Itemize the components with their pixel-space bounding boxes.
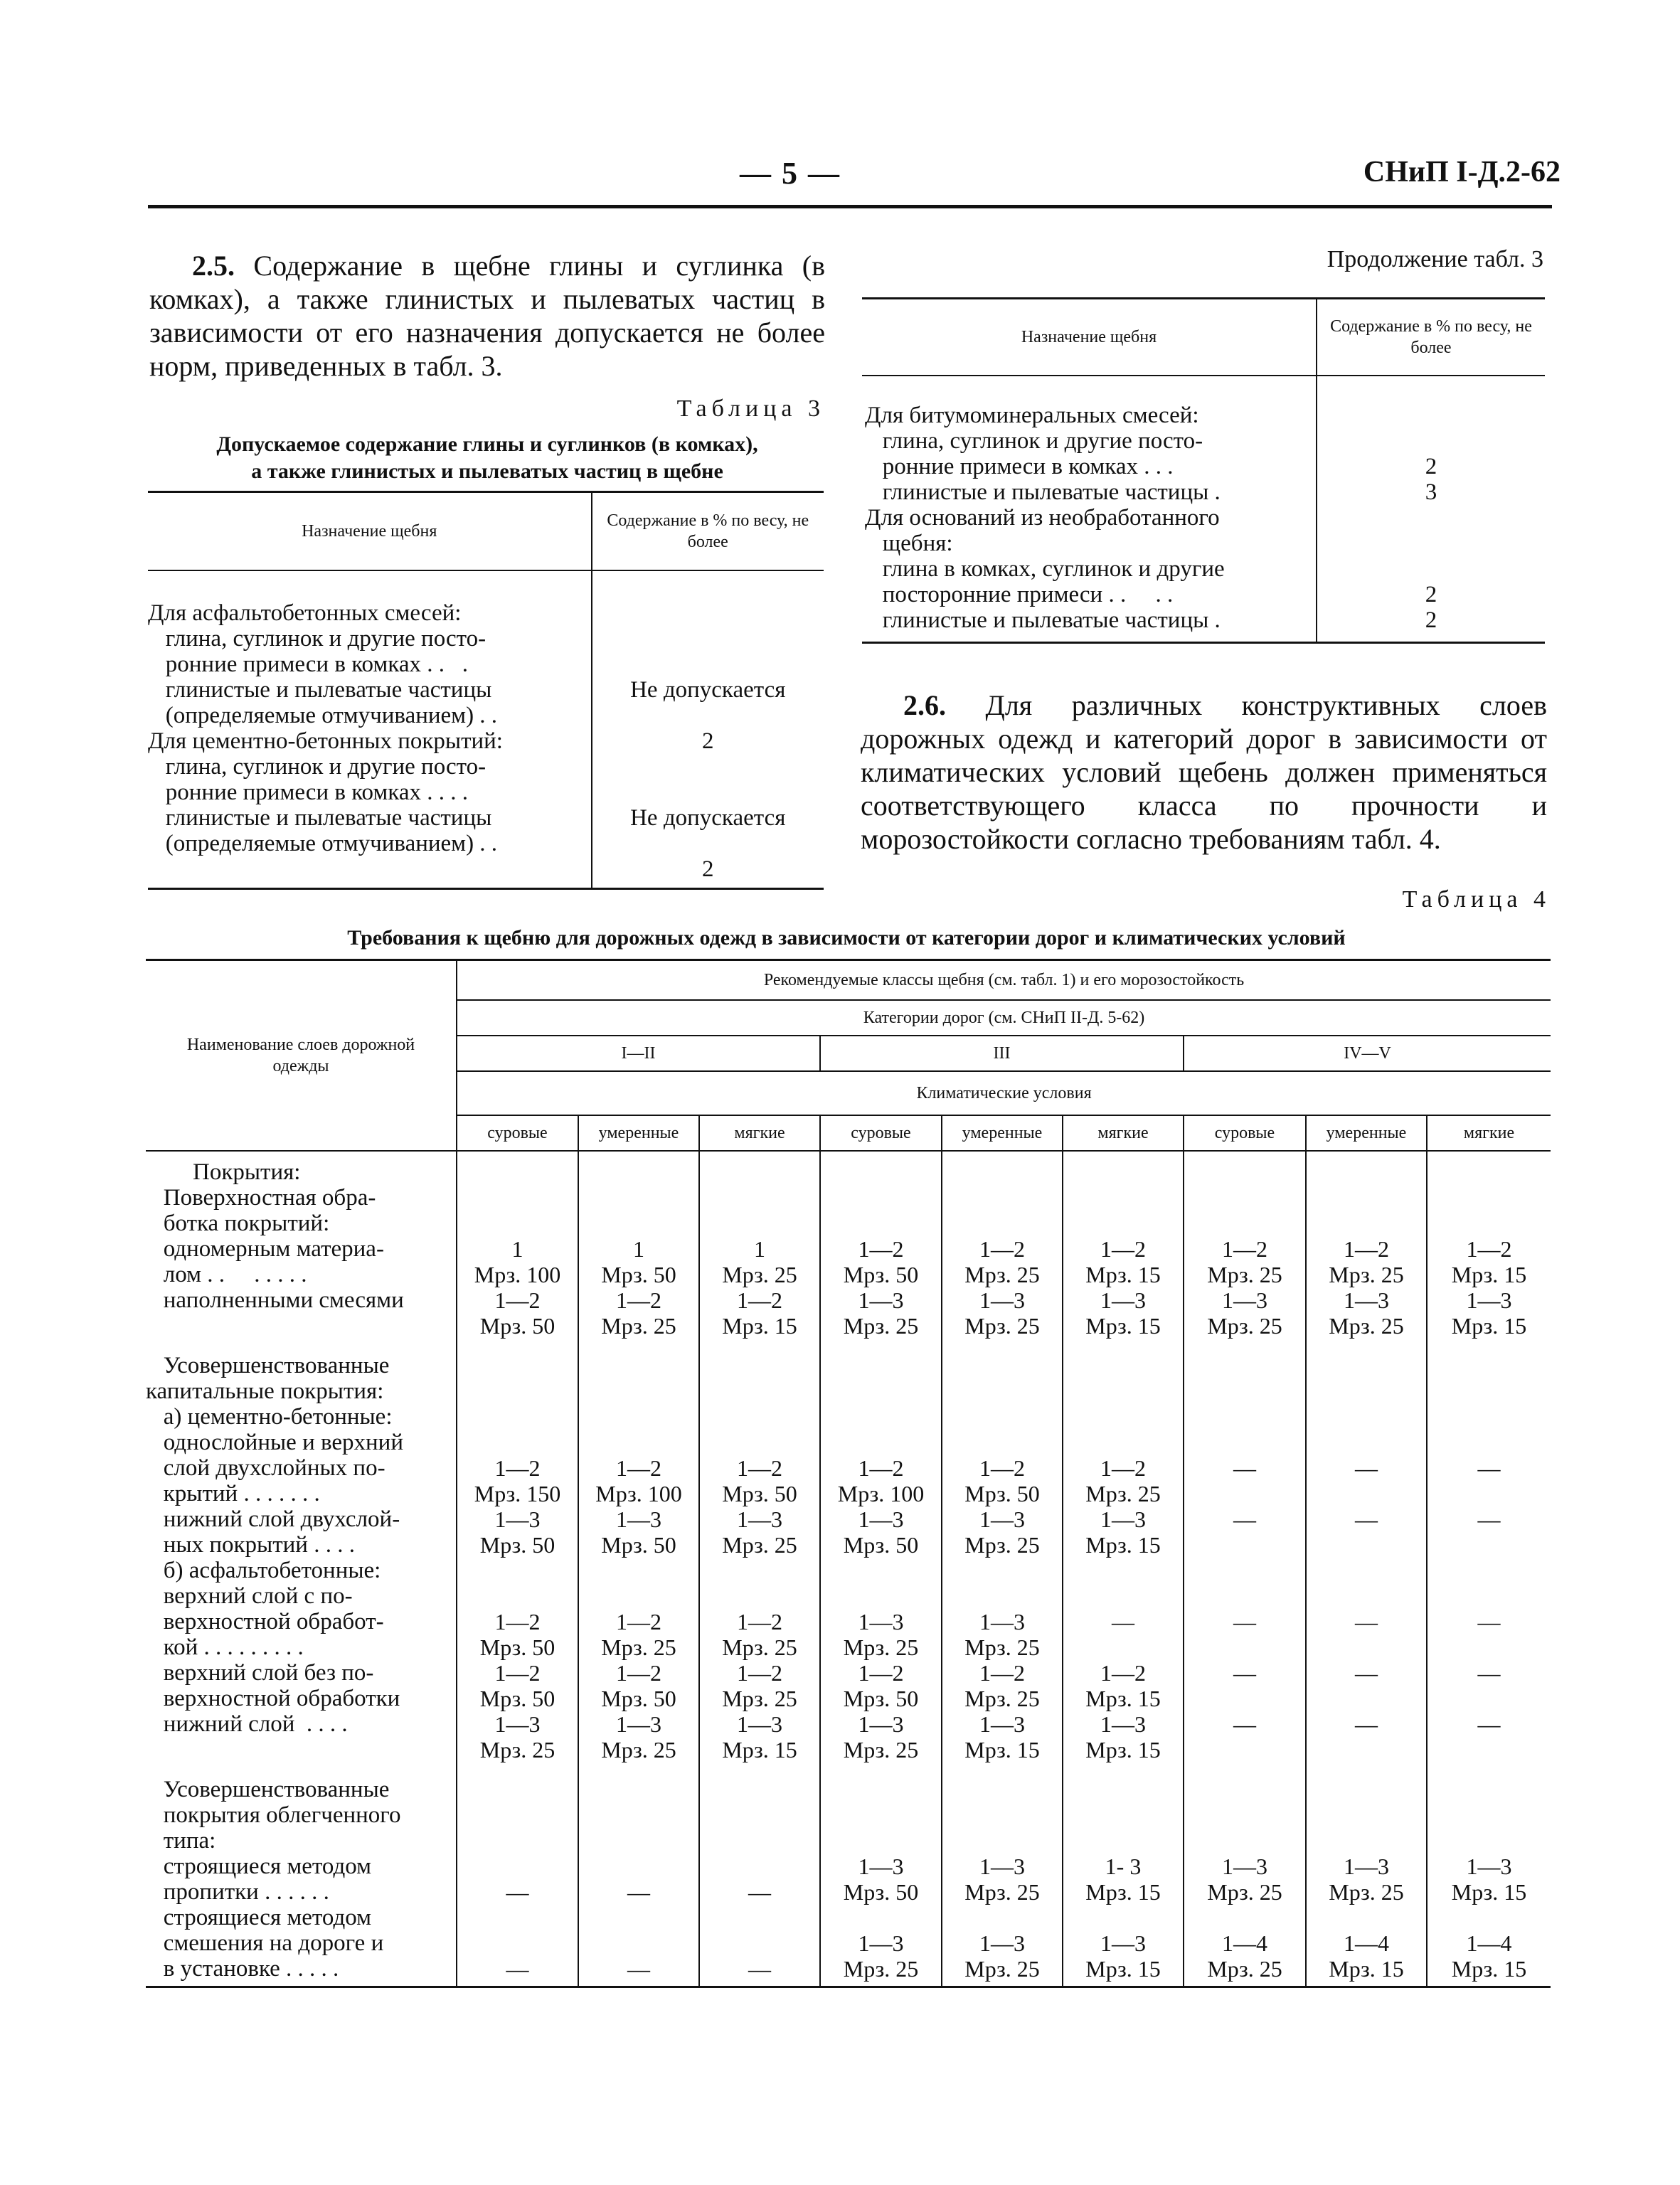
table-4-section-surfacing [146,1159,1551,1339]
value-column: 1—2 Мрз. 150 1—3 Мрз. 50 1—2 Мрз. 50 1—2 Мрз. 50 1—3 Мрз. 25 [457,1339,578,1763]
value-column: 1—2 Мрз. 25 1—3 Мрз. 25 [1306,1159,1427,1339]
table-4-category-4-5: IV—V [1184,1036,1551,1071]
value-column: — — — — — [1184,1339,1306,1763]
value-column: — — — — — [1306,1339,1427,1763]
value-column: 1—2 Мрз. 50 1—3 Мрз. 25 1—3 Мрз. 25 1—2 Мрз. 25 1—3 Мрз. 15 [942,1339,1063,1763]
table-4-label: Таблица 4 [1402,886,1551,913]
table-4 [146,959,1551,1988]
value-column: 1—3 Мрз. 25 1—3 Мрз. 25 [942,1763,1063,1987]
table-3-title [142,431,832,485]
table-4-head-classes: Рекомендуемые классы щебня (см. табл. 1) и его морозостойкость [457,960,1551,1000]
value-column: 1—3 Мрз. 15 1—4 Мрз. 15 [1451,1853,1527,1982]
climate-header: умеренные [1306,1115,1427,1151]
header-rule [148,205,1552,208]
table-3-col-content: Содержание в % по весу, не более [607,511,809,551]
value-column: 1—2 Мрз. 25 1—3 Мрз. 25 [1184,1159,1306,1339]
value-column: 1 Мрз. 25 1—2 Мрз. 15 [699,1159,820,1339]
value-column: 1—2 Мрз. 100 1—3 Мрз. 50 1—3 Мрз. 25 1—2 Мрз. 50 1—3 Мрз. 25 [820,1339,942,1763]
paragraph-text: Для различных конструктивных слоев дорожных одежд и категорий дорог в зависимости от климатических условий щебень должен применяться соответствующего класса по прочности и морозостойкости согласно требованиям табл. 4. [861,689,1547,855]
paragraph-number: 2.6. [903,689,946,721]
paragraph-text: Содержание в щебне глины и суглинка (в комках), а также глинистых и пылеватых частиц в зависимости от его назначения допускается не более норм, приведенных в табл. 3. [149,250,825,382]
value-column: — — — — — [1477,1455,1501,1737]
paragraph-2-6 [861,689,1547,856]
value-column: 1—3 Мрз. 50 1—3 Мрз. 25 [820,1763,942,1987]
paragraph-2-5 [149,249,825,383]
climate-header: мягкие [1427,1115,1551,1151]
table-3 [148,491,824,890]
table-3-purposes: Для асфальтобетонных смесей: глина, суглинок и другие посто- ронние примеси в комках . . . глинистые и пылеватые частицы (определяемые отмучиванием) . . Для цементно-бетонных покрытий: глина, суглинок и другие посто- ронние примеси в комках . . . . глинистые и пылеватые частицы (определяемые отмучиванием) . . [148,579,592,889]
page-number: — 5 — [740,156,841,191]
table-3c-col-content: Содержание в % по весу, не более [1330,317,1532,357]
table-4-section-capital [146,1339,1551,1763]
table-4-category-3: III [820,1036,1184,1071]
value-column: 1—2 Мрз. 100 1—3 Мрз. 50 1—2 Мрз. 25 1—2 Мрз. 50 1—3 Мрз. 25 [578,1339,699,1763]
climate-header: умеренные [578,1115,699,1151]
section-labels: Покрытия: Поверхностная обра- ботка покрытий: одномерным материа- лом . . . . . . . наполненными смесями [146,1159,457,1339]
table-3-title-line-1: Допускаемое содержание глины и суглинков (в комках), [216,432,758,456]
value-column: 1 Мрз. 100 1—2 Мрз. 50 [457,1159,578,1339]
climate-header: суровые [820,1115,942,1151]
section-labels: Усовершенствованные капитальные покрытия: а) цементно-бетонные: однослойные и верхний слой двухслойных по- крытий . . . . . . . нижний слой двухслой- ных покрытий . . . . б) асфальтобетонные: верхний слой с по- верхностной обработ- кой . . . . . . . . . верхний слой без по- верхностной обработки нижний слой . . . . [146,1339,457,1763]
table-3-continuation-label: Продолжение табл. 3 [1327,246,1543,272]
climate-header: умеренные [942,1115,1063,1151]
value-column: 1—2 Мрз. 50 1—3 Мрз. 25 1—2 Мрз. 25 1—2 Мрз. 25 1—3 Мрз. 15 [699,1339,820,1763]
table-4-category-1-2: I—II [457,1036,820,1071]
table-3-values: Не допускается 2 Не допускается 2 [630,676,786,882]
table-3-continuation [862,297,1545,644]
value-column: — — [457,1763,578,1987]
table-3c-col-purpose: Назначение щебня [862,299,1317,376]
climate-header: мягкие [1063,1115,1184,1151]
paragraph-number: 2.5. [192,250,235,282]
table-3-col-purpose: Назначение щебня [148,492,592,570]
value-column: 1—2 Мрз. 25 1—3 Мрз. 25 [942,1159,1063,1339]
table-4-title: Требования к щебню для дорожных одежд в зависимости от категории дорог и климатических условий [347,926,1346,950]
value-column: 1—2 Мрз. 50 1—3 Мрз. 25 [820,1159,942,1339]
table-3-title-line-2: а также глинистых и пылеватых частиц в щебне [251,459,723,483]
climate-header: мягкие [699,1115,820,1151]
value-column: 1—2 Мрз. 15 1—3 Мрз. 15 [1063,1159,1184,1339]
value-column: 1—2 Мрз. 25 1—3 Мрз. 15 — 1—2 Мрз. 15 1—3 Мрз. 15 [1063,1339,1184,1763]
climate-header: суровые [1184,1115,1306,1151]
section-labels: Усовершенствованные покрытия облегченного типа: строящиеся методом пропитки . . . . . . строящиеся методом смешения на дороге и в установке . . . . . [146,1763,457,1987]
climate-header: суровые [457,1115,578,1151]
table-4-col-layers: Наименование слоев дорожной одежды [146,960,457,1151]
table-4-head-categories: Категории дорог (см. СНиП II-Д. 5-62) [457,1000,1551,1036]
table-4-section-lightweight [146,1763,1551,1987]
table-4-head-climate: Климатические условия [457,1071,1551,1115]
table-3c-purposes: Для битумоминеральных смесей: глина, суглинок и другие посто- ронние примеси в комках . . . глинистые и пылеватые частицы . Для оснований из необработанного щебня: глина в комках, суглинок и другие посторонние примеси . . . . глинистые и пылеватые частицы . [862,403,1317,643]
table-3-label: Таблица 3 [676,395,825,422]
value-column: 1—3 Мрз. 25 1—4 Мрз. 25 [1184,1763,1306,1987]
value-column: 1—3 Мрз. 25 1—4 Мрз. 15 [1306,1763,1427,1987]
table-3c-values: 2 3 2 2 [1425,453,1437,633]
value-column: — — [699,1763,820,1987]
document-code: СНиП I-Д.2-62 [1363,156,1561,188]
value-column: 1- 3 Мрз. 15 1—3 Мрз. 15 [1063,1763,1184,1987]
value-column: 1 Мрз. 50 1—2 Мрз. 25 [578,1159,699,1339]
value-column: — — [578,1763,699,1987]
value-column: 1—2 Мрз. 15 1—3 Мрз. 15 [1451,1235,1527,1339]
